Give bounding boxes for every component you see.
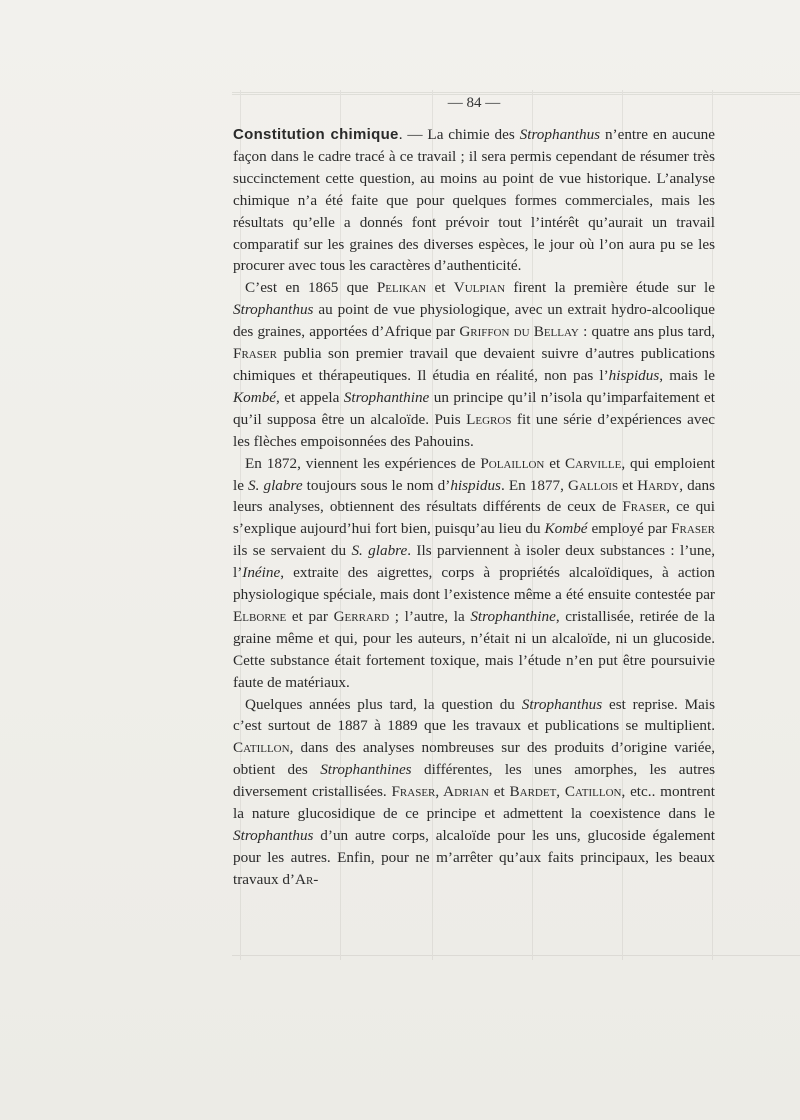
- author-name: Bardet, Catillon: [509, 783, 622, 801]
- italic-term: Strophanthine: [343, 388, 430, 406]
- paragraph: [233, 453, 715, 694]
- text-run: est reprise. Mais c’est surtout de 1887 à 1889 que les travaux et publications se multiplient.: [233, 695, 715, 735]
- text-run: un principe qu’il n’isola qu’imparfaitement et qu’il supposa être un alcaloïde. Puis: [233, 388, 715, 428]
- author-name: Vulpian: [453, 279, 506, 297]
- text-run: , etc.. montrent la nature glucosidique de ce principe et admettent la coexistence dans le: [233, 783, 715, 823]
- text-run: employé par: [587, 520, 672, 538]
- author-name: Fraser: [671, 520, 715, 538]
- author-name: Hardy: [637, 476, 680, 494]
- paragraph: [233, 277, 715, 452]
- text-run: au point de vue physiologique, avec un extrait hydro-alcoolique des graines, apportées d’Afrique par: [233, 301, 715, 341]
- section-heading: Constitution chimique: [233, 126, 399, 143]
- italic-term: S. glabre: [351, 542, 408, 560]
- text-run: Quelques années plus tard, la question du: [245, 695, 522, 713]
- text-run: , extraite des aigrettes, corps à propriétés alcaloïdiques, à action physiologique spéciale, mais dont l’existence même a été ensuite contestée par: [233, 564, 715, 604]
- text-run: publia son premier travail que devaient suivre d’autres publications chimiques et thérapeutiques. Il étudia en réalité, non pas l’: [233, 345, 715, 384]
- italic-term: hispidus: [450, 476, 501, 494]
- italic-term: Strophanthus: [233, 827, 314, 844]
- author-name: Gerrard: [333, 607, 390, 625]
- text-run: toujours sous le nom d’: [302, 476, 451, 494]
- author-name: Catillon: [233, 739, 290, 757]
- text-run: , et appela: [276, 388, 344, 406]
- author-name: Pelikan: [376, 279, 427, 297]
- italic-term: Kombé: [233, 388, 277, 406]
- text-run: d’un autre corps, alcaloïde pour les uns, glucoside également pour les autres. Enfin, pour ne m’arrêter qu’aux faits principaux, les beaux travaux d’: [233, 827, 715, 888]
- text-run: , qui emploient le: [233, 454, 715, 494]
- author-name: Fraser: [233, 345, 277, 363]
- text-run: et: [618, 476, 638, 494]
- text-run: ; l’autre, la: [389, 607, 471, 625]
- text-run: différentes, les unes amorphes, les autres diversement cristallisées.: [233, 761, 715, 801]
- page-number: — 84 —: [447, 95, 501, 111]
- author-name: Gallois: [567, 476, 619, 494]
- text-run: fit une série d’expériences avec les flèches empoisonnées des Pahouins.: [233, 410, 715, 450]
- text-run: n’entre en aucune façon dans le cadre tracé à ce travail ; il sera permis cependant de résumer très succinctement cette question, au moins au point de vue historique. L’analyse chimique n’a été faite que pour quelques formes commerciales, mais les résultats qu’elle a donnés font prévoir tout l’intérêt qu’aurait un travail comparatif sur les graines des diverses espèces, le jour où l’on aura pu se les procurer avec tous les caractères d’authenticité.: [233, 126, 716, 275]
- author-name: Fraser, Adrian: [391, 783, 489, 801]
- text-run: et: [488, 783, 510, 801]
- text-run: , mais le: [659, 366, 715, 384]
- text-run: et: [544, 454, 566, 472]
- author-name: Ar-: [295, 870, 319, 888]
- text-run: , cristallisée, retirée de la graine même et qui, pour les auteurs, n’était ni un alcaloïde, ni un glucoside. Cette substance était fortement toxique, mais l’étude n’en put être poursuivie faute de matériaux.: [233, 607, 715, 691]
- text-run: En 1872, viennent les expériences de: [245, 454, 481, 472]
- italic-term: Strophanthus: [233, 301, 314, 319]
- text-run: et: [426, 279, 454, 297]
- author-name: Griffon du Bellay: [459, 323, 579, 341]
- italic-term: Strophanthus: [519, 126, 601, 143]
- paragraph: [233, 694, 715, 891]
- author-name: Fraser: [622, 498, 667, 516]
- text-run: C’est en 1865 que: [245, 279, 377, 297]
- italic-term: Kombé: [544, 520, 588, 538]
- text-run: , dans leurs analyses, obtiennent des résultats différents de ceux de: [233, 476, 715, 516]
- text-run: , dans des analyses nombreuses sur des produits d’origine variée, obtient des: [233, 739, 715, 779]
- author-name: Legros: [466, 410, 512, 428]
- paragraph: [233, 124, 715, 277]
- italic-term: Inéine: [242, 564, 281, 582]
- text-run: : quatre ans plus tard,: [578, 323, 715, 341]
- text-column: [233, 95, 715, 891]
- author-name: Carville: [565, 454, 622, 472]
- italic-term: Strophanthines: [320, 761, 412, 779]
- body-text: [233, 124, 715, 891]
- italic-term: S. glabre: [248, 476, 303, 494]
- text-run: et par: [286, 607, 334, 625]
- text-run: ils se servaient du: [233, 542, 352, 560]
- italic-term: hispidus: [608, 366, 660, 384]
- author-name: Elborne: [233, 607, 287, 625]
- text-run: , ce qui s’explique aujourd’hui fort bien, puisqu’au lieu du: [233, 498, 715, 538]
- text-run: . En 1877,: [500, 476, 568, 494]
- italic-term: Strophanthus: [521, 695, 603, 713]
- text-run: . Ils parviennent à isoler deux substances : l’une, l’: [233, 542, 715, 582]
- text-run: firent la première étude sur le: [505, 279, 715, 297]
- italic-term: Strophanthine: [470, 607, 556, 625]
- text-run: . — La chimie des: [398, 126, 520, 143]
- author-name: Polaillon: [480, 454, 545, 472]
